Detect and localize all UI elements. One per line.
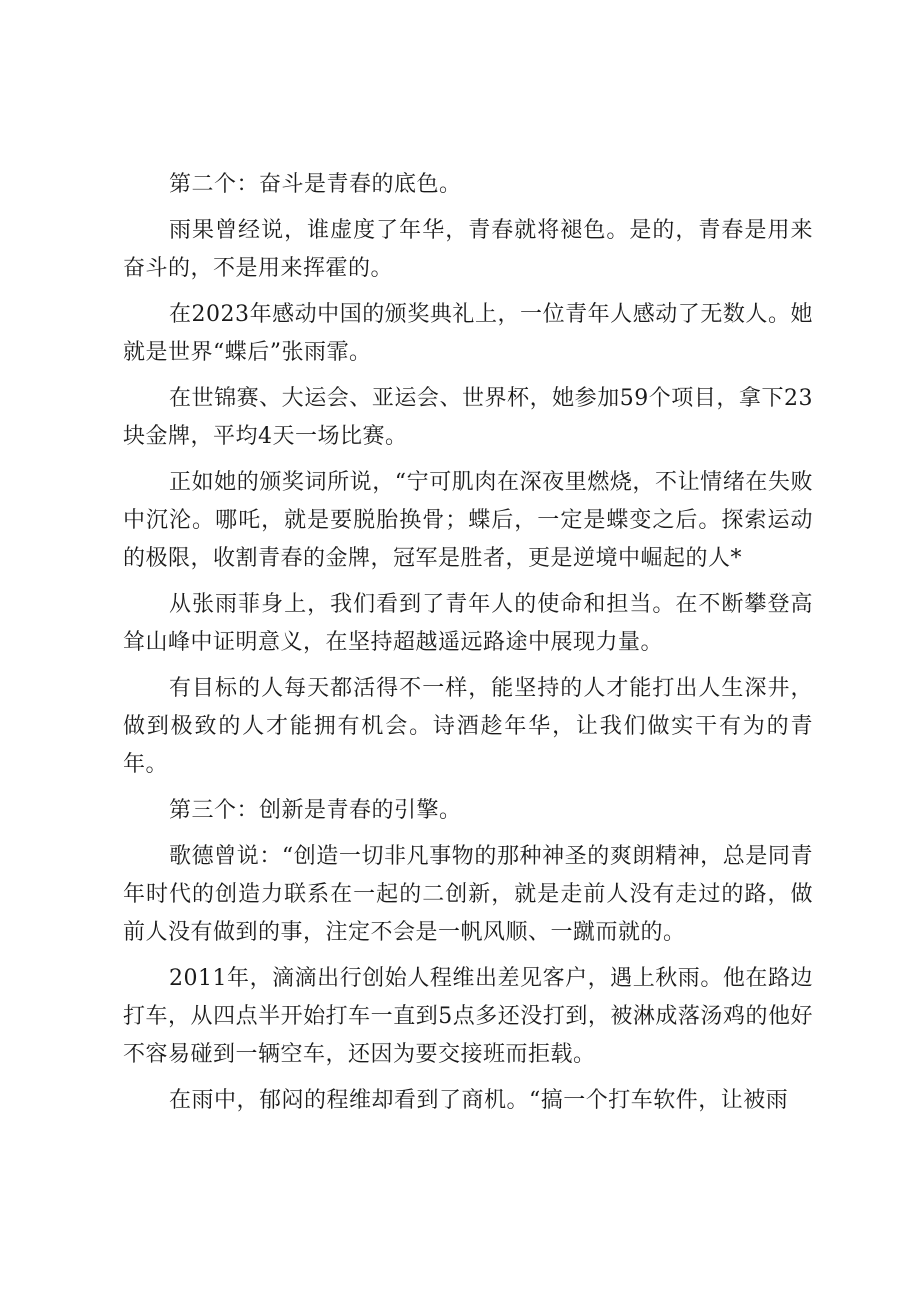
paragraph-business-opportunity: 在雨中，郁闷的程维却看到了商机。“搞一个打车软件，让被雨 bbox=[169, 1088, 789, 1113]
paragraph-goethe-quote: 歌德曾说：“创造一切非凡事物的那种神圣的爽朗精神，总是同青年时代的创造力联系在一起的二创新，就是走前人没有走过的路，做前人没有做到的事，注定不会是一帆风顺、一蹴而就的。 bbox=[123, 844, 813, 945]
paragraph-award-ceremony: 在2023年感动中国的颁奖典礼上，一位青年人感动了无数人。她就是世界“蝶后”张雨霏。 bbox=[123, 302, 813, 365]
paragraph-section-two-heading: 第二个：奋斗是青春的底色。 bbox=[169, 172, 462, 197]
paragraph-goals-persistence: 有目标的人每天都活得不一样，能坚持的人才能打出人生深井，做到极致的人才能拥有机会。诗酒趁年华，让我们做实干有为的青年。 bbox=[123, 676, 813, 777]
paragraph-competition-record: 在世锦赛、大运会、亚运会、世界杯，她参加59个项目，拿下23块金牌，平均4天一场比赛。 bbox=[123, 386, 813, 449]
paragraph-hugo-quote: 雨果曾经说，谁虚度了年华，青春就将褪色。是的，青春是用来奋斗的，不是用来挥霍的。 bbox=[123, 218, 813, 281]
document-body bbox=[123, 166, 813, 1128]
paragraph-didi-story: 2011年，滴滴出行创始人程维出差见客户，遇上秋雨。他在路边打车，从四点半开始打车一直到5点多还没打到，被淋成落汤鸡的他好不容易碰到一辆空车，还因为要交接班而拒载。 bbox=[123, 966, 813, 1067]
paragraph-mission-responsibility: 从张雨菲身上，我们看到了青年人的使命和担当。在不断攀登高耸山峰中证明意义，在坚持超越遥远路途中展现力量。 bbox=[123, 592, 813, 655]
paragraph-section-three-heading: 第三个：创新是青春的引擎。 bbox=[169, 798, 462, 823]
paragraph-award-citation: 正如她的颁奖词所说，“宁可肌肉在深夜里燃烧，不让情绪在失败中沉沦。哪吒，就是要脱胎换骨；蝶后，一定是蝶变之后。探索运动的极限，收割青春的金牌，冠军是胜者，更是逆境中崛起的人* bbox=[123, 470, 813, 571]
